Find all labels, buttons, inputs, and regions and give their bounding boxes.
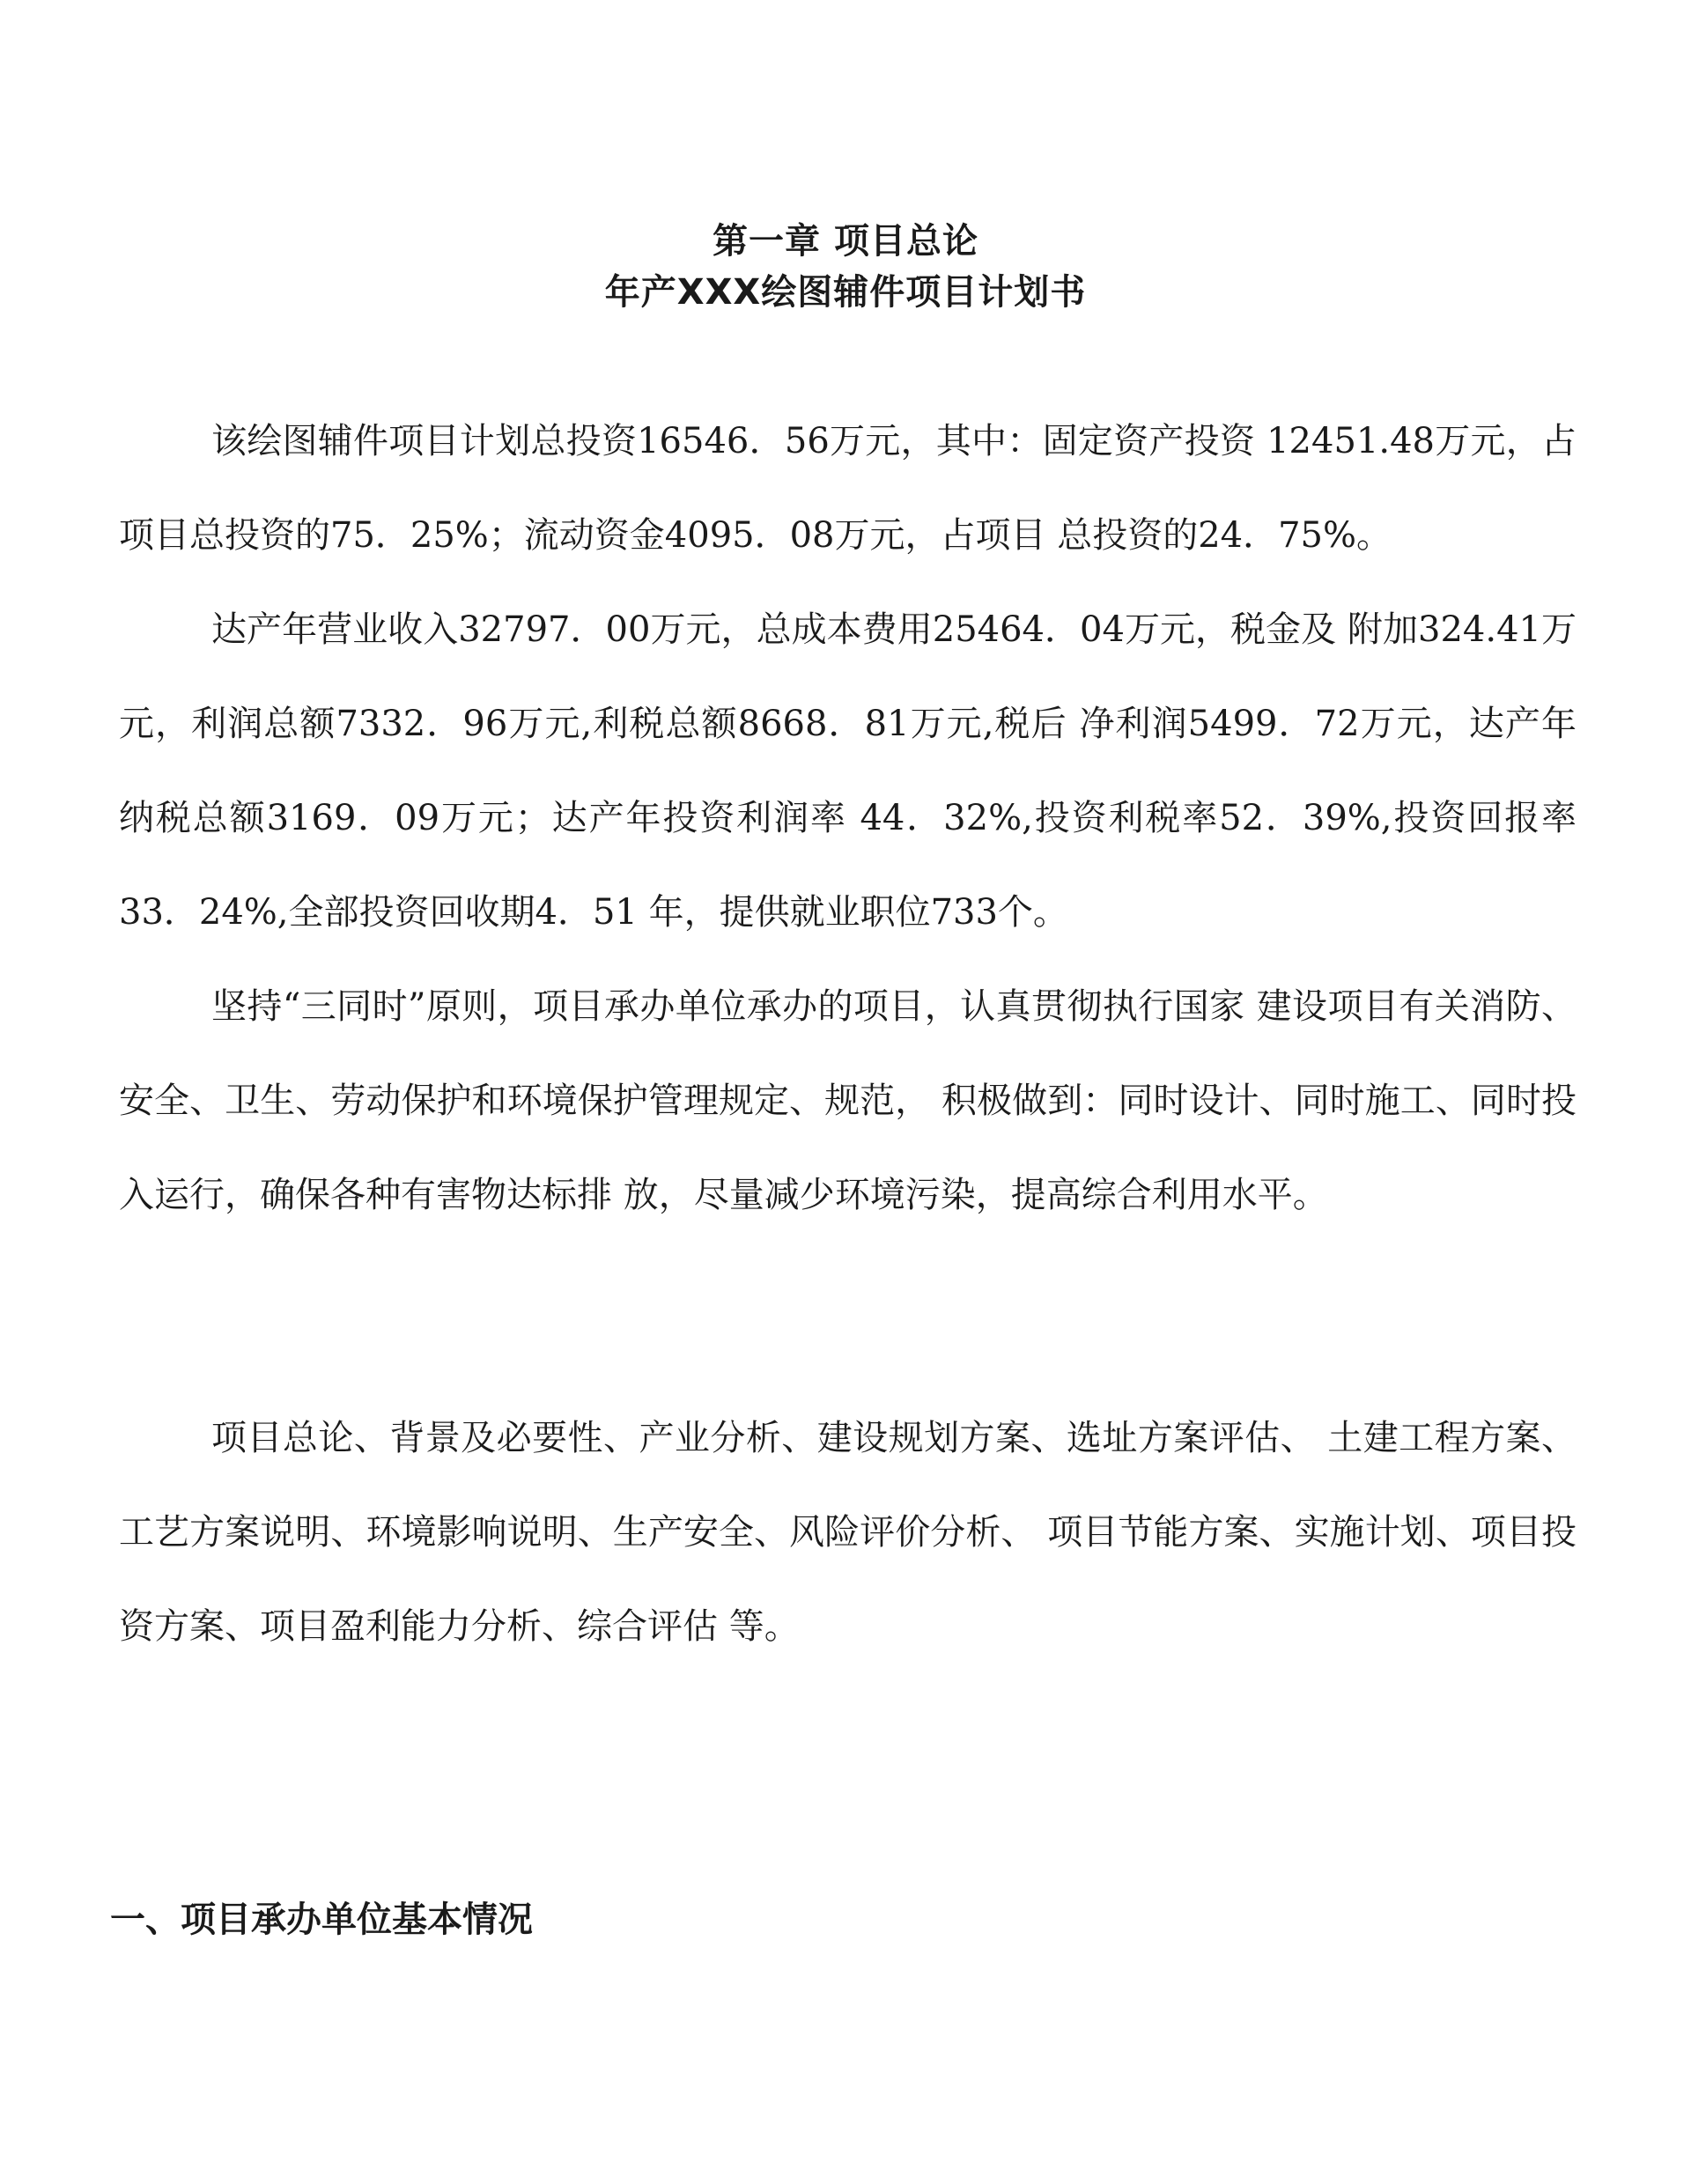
revenue-paragraph: 达产年营业收入32797．00万元，总成本费用25464．04万元，税金及 附加324.41万元，利润总额7332．96万元,利税总额8668．81万元,税后 净利润5499．72万元，达产年纳税总额3169．09万元；达产年投资利润率 44．32%,投资利税率52．39%,投资回报率33．24%,全部投资回收期4．51 年，提供就业职位733个。 (119, 609, 1577, 933)
chapter-title: 第一章 项目总论 (713, 221, 978, 262)
document-title: 年产XXX绘图辅件项目计划书 (604, 272, 1087, 313)
section-heading: 一、项目承办单位基本情况 (110, 1900, 533, 1940)
contents-section (119, 1391, 1577, 1674)
summary-section (119, 395, 1577, 1243)
three-simultaneous-paragraph: 坚持“三同时”原则，项目承办单位承办的项目，认真贯彻执行国家 建设项目有关消防、安全、卫生、劳动保护和环境保护管理规定、规范， 积极做到：同时设计、同时施工、同时投入运行，确保各种有害物达标排 放，尽量减少环境污染，提高综合利用水平。 (119, 986, 1577, 1215)
investment-paragraph: 该绘图辅件项目计划总投资16546．56万元，其中：固定资产投资 12451.48万元，占项目总投资的75．25%；流动资金4095．08万元，占项目 总投资的24．75%。 (119, 421, 1577, 556)
title-block (0, 216, 1691, 318)
contents-paragraph: 项目总论、背景及必要性、产业分析、建设规划方案、选址方案评估、 土建工程方案、工艺方案说明、环境影响说明、生产安全、风险评价分析、 项目节能方案、实施计划、项目投资方案、项目盈利能力分析、综合评估 等。 (119, 1418, 1577, 1647)
